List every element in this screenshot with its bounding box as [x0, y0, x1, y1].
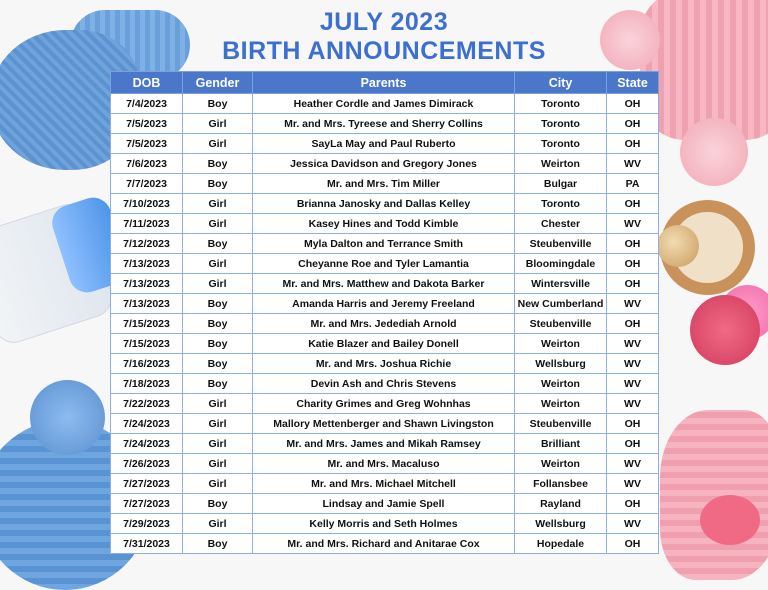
- cell-gender: Girl: [183, 474, 253, 494]
- table-header-row: [111, 72, 659, 94]
- cell-gender: Boy: [183, 534, 253, 554]
- cell-parents: Cheyanne Roe and Tyler Lamantia: [253, 254, 515, 274]
- cell-dob: 7/15/2023: [111, 314, 183, 334]
- cell-gender: Boy: [183, 494, 253, 514]
- cell-dob: 7/5/2023: [111, 114, 183, 134]
- cell-city: Hopedale: [515, 534, 607, 554]
- cell-dob: 7/12/2023: [111, 234, 183, 254]
- cell-parents: Mr. and Mrs. Michael Mitchell: [253, 474, 515, 494]
- rattle-ball-image: [657, 225, 699, 267]
- cell-dob: 7/31/2023: [111, 534, 183, 554]
- cell-gender: Girl: [183, 414, 253, 434]
- cell-gender: Girl: [183, 194, 253, 214]
- cell-city: Toronto: [515, 134, 607, 154]
- cell-parents: Devin Ash and Chris Stevens: [253, 374, 515, 394]
- cell-parents: Brianna Janosky and Dallas Kelley: [253, 194, 515, 214]
- cell-city: Wellsburg: [515, 354, 607, 374]
- cell-gender: Boy: [183, 294, 253, 314]
- cell-city: Wintersville: [515, 274, 607, 294]
- table-row: [111, 194, 659, 214]
- cell-state: PA: [607, 174, 659, 194]
- cell-dob: 7/4/2023: [111, 94, 183, 114]
- cell-parents: Katie Blazer and Bailey Donell: [253, 334, 515, 354]
- cell-city: Bulgar: [515, 174, 607, 194]
- cell-state: OH: [607, 274, 659, 294]
- birth-announcements-table: [110, 71, 659, 554]
- cell-state: WV: [607, 474, 659, 494]
- cell-dob: 7/24/2023: [111, 434, 183, 454]
- cell-dob: 7/22/2023: [111, 394, 183, 414]
- cell-city: Steubenville: [515, 234, 607, 254]
- cell-gender: Girl: [183, 454, 253, 474]
- cell-state: OH: [607, 94, 659, 114]
- cell-dob: 7/29/2023: [111, 514, 183, 534]
- cell-state: OH: [607, 434, 659, 454]
- table-row: [111, 454, 659, 474]
- table-row: [111, 474, 659, 494]
- cell-state: OH: [607, 134, 659, 154]
- cell-parents: Mr. and Mrs. Matthew and Dakota Barker: [253, 274, 515, 294]
- table-row: [111, 214, 659, 234]
- cell-city: Weirton: [515, 154, 607, 174]
- cell-dob: 7/6/2023: [111, 154, 183, 174]
- cell-dob: 7/16/2023: [111, 354, 183, 374]
- cell-state: WV: [607, 514, 659, 534]
- table-row: [111, 314, 659, 334]
- cell-parents: Mr. and Mrs. James and Mikah Ramsey: [253, 434, 515, 454]
- table-row: [111, 234, 659, 254]
- cell-gender: Girl: [183, 434, 253, 454]
- table-row: [111, 94, 659, 114]
- cell-dob: 7/13/2023: [111, 274, 183, 294]
- cell-state: OH: [607, 534, 659, 554]
- table-row: [111, 134, 659, 154]
- page-title: BIRTH ANNOUNCEMENTS: [222, 37, 546, 65]
- cell-parents: Mr. and Mrs. Tim Miller: [253, 174, 515, 194]
- cell-state: WV: [607, 294, 659, 314]
- cell-dob: 7/18/2023: [111, 374, 183, 394]
- cell-city: Weirton: [515, 334, 607, 354]
- cell-city: Weirton: [515, 454, 607, 474]
- cell-city: Weirton: [515, 394, 607, 414]
- cell-parents: Mr. and Mrs. Joshua Richie: [253, 354, 515, 374]
- cell-gender: Boy: [183, 174, 253, 194]
- cell-city: Toronto: [515, 114, 607, 134]
- cell-city: Chester: [515, 214, 607, 234]
- cell-state: WV: [607, 354, 659, 374]
- table-row: [111, 354, 659, 374]
- cell-gender: Boy: [183, 314, 253, 334]
- cell-state: OH: [607, 234, 659, 254]
- cell-state: OH: [607, 494, 659, 514]
- cell-parents: Kelly Morris and Seth Holmes: [253, 514, 515, 534]
- cell-dob: 7/13/2023: [111, 294, 183, 314]
- cell-parents: Kasey Hines and Todd Kimble: [253, 214, 515, 234]
- cell-gender: Boy: [183, 354, 253, 374]
- table-row: [111, 174, 659, 194]
- cell-state: OH: [607, 194, 659, 214]
- cell-parents: SayLa May and Paul Ruberto: [253, 134, 515, 154]
- cell-parents: Lindsay and Jamie Spell: [253, 494, 515, 514]
- table-row: [111, 414, 659, 434]
- cell-parents: Amanda Harris and Jeremy Freeland: [253, 294, 515, 314]
- cell-parents: Mr. and Mrs. Macaluso: [253, 454, 515, 474]
- cell-gender: Boy: [183, 94, 253, 114]
- cell-city: Steubenville: [515, 414, 607, 434]
- table-row: [111, 334, 659, 354]
- cell-city: New Cumberland: [515, 294, 607, 314]
- cell-dob: 7/13/2023: [111, 254, 183, 274]
- table-row: [111, 434, 659, 454]
- cell-dob: 7/24/2023: [111, 414, 183, 434]
- cell-city: Rayland: [515, 494, 607, 514]
- cell-parents: Mr. and Mrs. Jedediah Arnold: [253, 314, 515, 334]
- cell-dob: 7/27/2023: [111, 474, 183, 494]
- cell-city: Wellsburg: [515, 514, 607, 534]
- page-title-month: JULY 2023: [319, 8, 449, 36]
- cell-state: OH: [607, 254, 659, 274]
- table-row: [111, 394, 659, 414]
- pacifier-image: [690, 295, 760, 365]
- cell-gender: Girl: [183, 114, 253, 134]
- column-header-city: City: [515, 72, 607, 94]
- cell-city: Steubenville: [515, 314, 607, 334]
- cell-parents: Mr. and Mrs. Tyreese and Sherry Collins: [253, 114, 515, 134]
- table-row: [111, 254, 659, 274]
- pink-pompom-image: [680, 118, 748, 186]
- cell-gender: Boy: [183, 374, 253, 394]
- column-header-gender: Gender: [183, 72, 253, 94]
- cell-city: Brilliant: [515, 434, 607, 454]
- pink-bootie-image: [660, 410, 768, 580]
- column-header-dob: DOB: [111, 72, 183, 94]
- cell-gender: Boy: [183, 154, 253, 174]
- cell-dob: 7/26/2023: [111, 454, 183, 474]
- cell-state: WV: [607, 214, 659, 234]
- cell-parents: Myla Dalton and Terrance Smith: [253, 234, 515, 254]
- cell-gender: Girl: [183, 134, 253, 154]
- cell-dob: 7/27/2023: [111, 494, 183, 514]
- cell-parents: Heather Cordle and James Dimirack: [253, 94, 515, 114]
- cell-dob: 7/5/2023: [111, 134, 183, 154]
- column-header-state: State: [607, 72, 659, 94]
- table-row: [111, 494, 659, 514]
- table-row: [111, 534, 659, 554]
- cell-gender: Boy: [183, 234, 253, 254]
- cell-gender: Girl: [183, 394, 253, 414]
- pink-bootie-sole-image: [700, 495, 760, 545]
- cell-state: WV: [607, 394, 659, 414]
- cell-gender: Girl: [183, 514, 253, 534]
- cell-parents: Mallory Mettenberger and Shawn Livingston: [253, 414, 515, 434]
- table-row: [111, 274, 659, 294]
- table-row: [111, 294, 659, 314]
- table-row: [111, 514, 659, 534]
- cell-city: Bloomingdale: [515, 254, 607, 274]
- cell-city: Toronto: [515, 94, 607, 114]
- cell-city: Follansbee: [515, 474, 607, 494]
- blue-pompom-image: [30, 380, 105, 455]
- cell-gender: Boy: [183, 334, 253, 354]
- cell-state: WV: [607, 154, 659, 174]
- column-header-parents: Parents: [253, 72, 515, 94]
- table-row: [111, 374, 659, 394]
- cell-gender: Girl: [183, 274, 253, 294]
- cell-dob: 7/11/2023: [111, 214, 183, 234]
- cell-dob: 7/10/2023: [111, 194, 183, 214]
- cell-city: Toronto: [515, 194, 607, 214]
- cell-parents: Charity Grimes and Greg Wohnhas: [253, 394, 515, 414]
- table-row: [111, 114, 659, 134]
- cell-gender: Girl: [183, 254, 253, 274]
- cell-state: WV: [607, 334, 659, 354]
- cell-state: WV: [607, 374, 659, 394]
- cell-dob: 7/7/2023: [111, 174, 183, 194]
- cell-state: OH: [607, 314, 659, 334]
- table-row: [111, 154, 659, 174]
- cell-dob: 7/15/2023: [111, 334, 183, 354]
- cell-parents: Jessica Davidson and Gregory Jones: [253, 154, 515, 174]
- cell-city: Weirton: [515, 374, 607, 394]
- cell-gender: Girl: [183, 214, 253, 234]
- cell-state: OH: [607, 114, 659, 134]
- cell-state: WV: [607, 454, 659, 474]
- cell-parents: Mr. and Mrs. Richard and Anitarae Cox: [253, 534, 515, 554]
- cell-state: OH: [607, 414, 659, 434]
